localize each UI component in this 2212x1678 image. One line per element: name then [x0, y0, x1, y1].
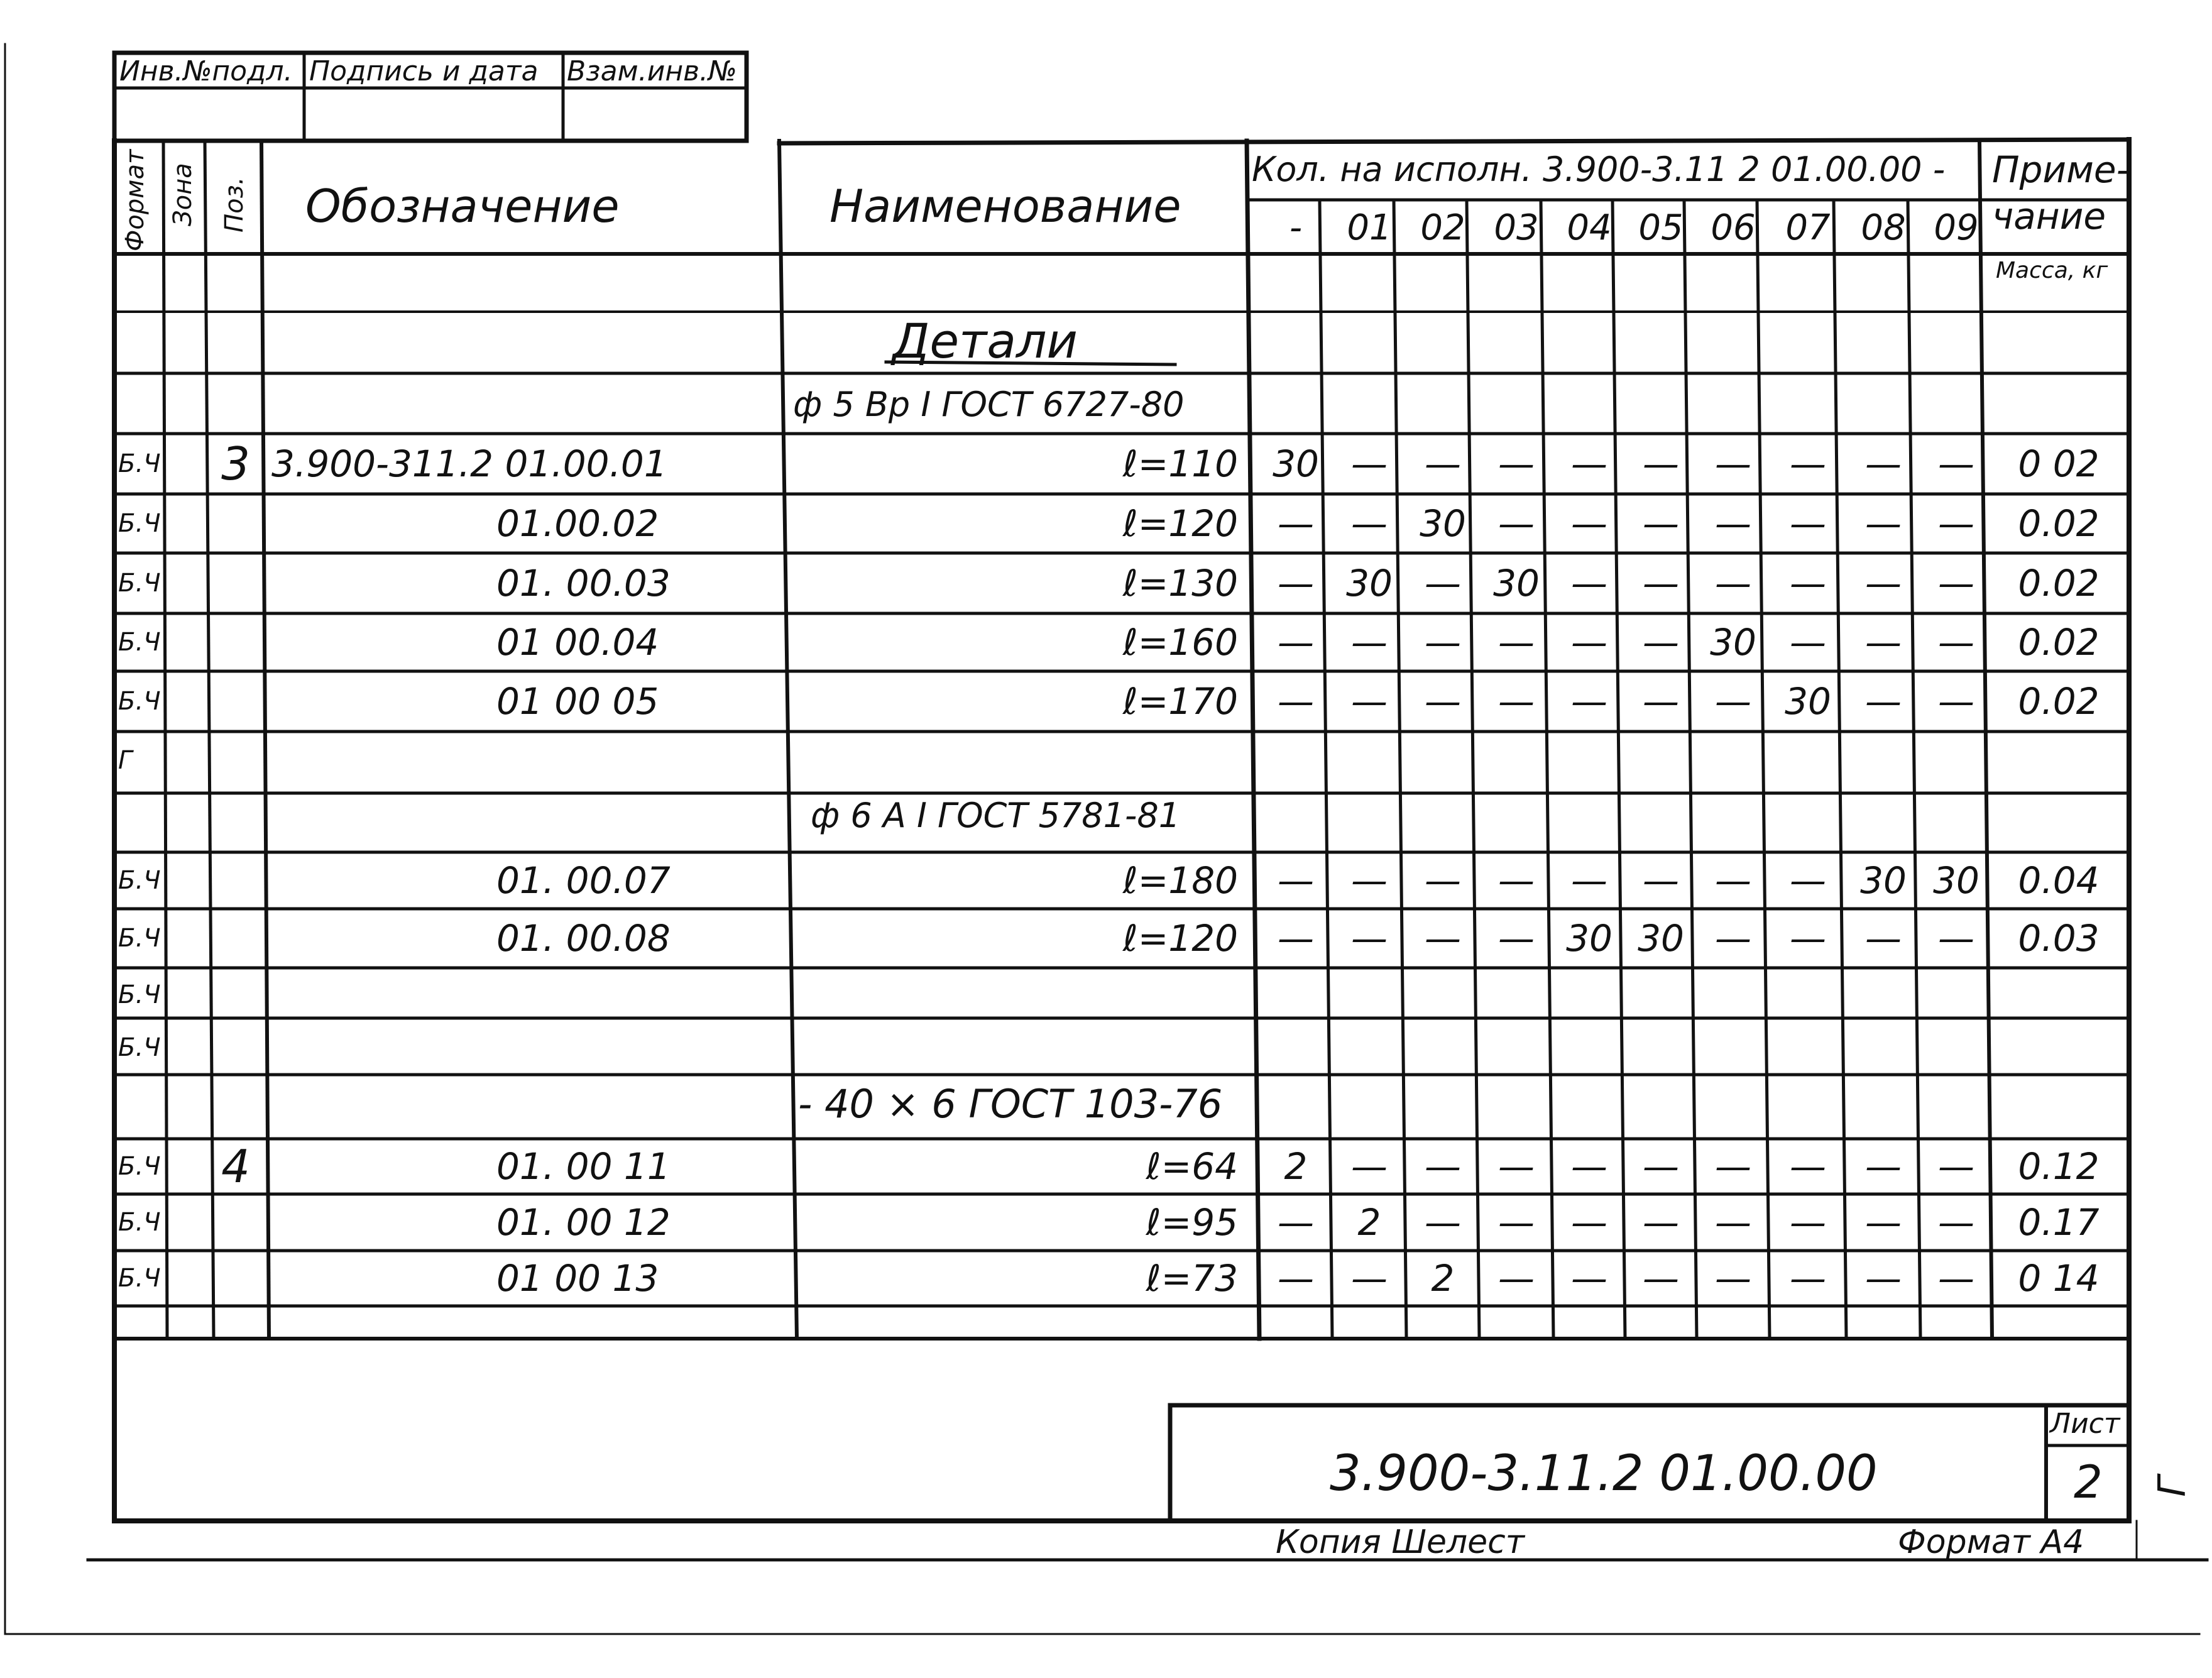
mass-cell: 0 14	[2018, 1257, 2100, 1300]
name-cell: ℓ=170	[1122, 680, 1238, 723]
mass-cell: 0.17	[2018, 1201, 2100, 1244]
qty-cell: —	[1278, 1257, 1314, 1300]
qty-cell: —	[1643, 1201, 1679, 1244]
qty-cell: 30	[1346, 562, 1393, 605]
qty-cell: —	[1571, 680, 1607, 723]
mass-cell: 0.02	[2018, 502, 2100, 545]
massa-header: Масса, кг	[1996, 258, 2108, 283]
exec-column-label: 02	[1420, 207, 1465, 248]
copy-note: Копия Шелест	[1276, 1523, 1525, 1561]
margin-mark: Г	[2150, 1476, 2194, 1497]
inv-podl-label: Инв.№подл.	[119, 55, 293, 87]
qty-cell: —	[1571, 562, 1607, 605]
qty-cell: 30	[1420, 502, 1466, 545]
format-cell: Б.Ч	[118, 1208, 161, 1237]
qty-cell: —	[1938, 1145, 1974, 1188]
qty-cell: 30	[1566, 917, 1612, 960]
qty-cell: —	[1571, 1257, 1607, 1300]
mass-cell: 0.03	[2018, 917, 2100, 960]
qty-cell: —	[1425, 680, 1461, 723]
qty-cell: —	[1278, 859, 1314, 902]
material-3: - 40 × 6 ГОСТ 103-76	[798, 1081, 1223, 1127]
qty-cell: —	[1865, 562, 1902, 605]
qty-cell: —	[1425, 621, 1461, 664]
sheet-number: 2	[2074, 1456, 2103, 1508]
name-cell: ℓ=120	[1122, 917, 1238, 960]
podpis-data-label: Подпись и дата	[309, 55, 539, 87]
designation-cell: 01. 00.08	[496, 917, 671, 960]
qty-cell: —	[1938, 1201, 1974, 1244]
qty-cell: —	[1790, 1201, 1826, 1244]
name-cell: ℓ=120	[1122, 502, 1238, 545]
mass-cell: 0.02	[2018, 621, 2100, 664]
qty-cell: —	[1938, 442, 1974, 485]
poz-cell: 4	[221, 1140, 250, 1193]
qty-cell: —	[1715, 502, 1751, 545]
zona-header: Зона	[168, 163, 197, 226]
name-cell: ℓ=73	[1146, 1257, 1238, 1300]
qty-cell: —	[1571, 502, 1607, 545]
oboznachenie-header: Обозначение	[305, 180, 620, 233]
format-cell: Б.Ч	[118, 449, 161, 478]
qty-cell: —	[1498, 1145, 1535, 1188]
qty-cell: —	[1498, 442, 1535, 485]
qty-cell: —	[1498, 1201, 1535, 1244]
qty-cell: —	[1643, 1257, 1679, 1300]
exec-column-label: 04	[1567, 207, 1612, 248]
qty-cell: —	[1865, 680, 1902, 723]
qty-cell: 2	[1431, 1257, 1455, 1300]
qty-cell: —	[1278, 562, 1314, 605]
designation-cell: 01. 00.03	[496, 562, 671, 605]
qty-cell: —	[1278, 680, 1314, 723]
material-1: ф 5 Вр I ГОСТ 6727-80	[793, 385, 1185, 424]
qty-cell: 30	[1785, 680, 1831, 723]
qty-cell: —	[1790, 859, 1826, 902]
qty-cell: —	[1425, 442, 1461, 485]
qty-cell: —	[1571, 859, 1607, 902]
poz-cell: 3	[221, 437, 250, 490]
qty-cell: —	[1715, 917, 1751, 960]
qty-cell: —	[1351, 680, 1388, 723]
qty-cell: —	[1715, 680, 1751, 723]
qty-cell: —	[1790, 442, 1826, 485]
format-cell: Б.Ч	[118, 1264, 161, 1293]
qty-cell: —	[1643, 859, 1679, 902]
exec-column-label: 03	[1494, 207, 1539, 248]
mass-cell: 0.02	[2018, 562, 2100, 605]
qty-cell: —	[1571, 1145, 1607, 1188]
material-2: ф 6 А I ГОСТ 5781-81	[811, 796, 1181, 835]
qty-cell: —	[1571, 442, 1607, 485]
qty-cell: 2	[1357, 1201, 1381, 1244]
prim-header-bottom: чание	[1992, 195, 2106, 238]
exec-column-label: 05	[1638, 207, 1684, 248]
qty-cell: 30	[1710, 621, 1756, 664]
qty-cell: —	[1790, 917, 1826, 960]
qty-cell: 2	[1284, 1145, 1308, 1188]
document-number: 3.900-3.11.2 01.00.00	[1330, 1445, 1878, 1502]
designation-cell: 3.900-311.2 01.00.01	[271, 442, 667, 485]
designation-cell: 01 00.04	[496, 621, 659, 664]
qty-cell: —	[1938, 502, 1974, 545]
qty-cell: —	[1790, 562, 1826, 605]
qty-cell: —	[1351, 621, 1388, 664]
name-cell: ℓ=64	[1146, 1145, 1238, 1188]
qty-cell: —	[1571, 621, 1607, 664]
empty-row-format: Б.Ч	[118, 980, 161, 1009]
qty-cell: —	[1278, 621, 1314, 664]
mass-cell: 0.04	[2018, 859, 2100, 902]
format-header: Формат	[121, 149, 150, 251]
qty-cell: —	[1643, 562, 1679, 605]
qty-cell: —	[1938, 1257, 1974, 1300]
qty-cell: 30	[1273, 442, 1319, 485]
designation-cell: 01. 00.07	[496, 859, 671, 902]
qty-cell: —	[1938, 562, 1974, 605]
qty-cell: —	[1498, 917, 1535, 960]
mass-cell: 0.02	[2018, 680, 2100, 723]
qty-cell: —	[1865, 1257, 1902, 1300]
mass-cell: 0 02	[2018, 442, 2100, 485]
qty-cell: —	[1278, 1201, 1314, 1244]
qty-cell: —	[1278, 917, 1314, 960]
format-cell: Б.Ч	[118, 924, 161, 953]
qty-cell: —	[1425, 1201, 1461, 1244]
qty-cell: —	[1425, 917, 1461, 960]
qty-cell: —	[1351, 1257, 1388, 1300]
exec-column-label: 06	[1711, 207, 1756, 248]
qty-cell: —	[1865, 621, 1902, 664]
qty-cell: —	[1498, 502, 1535, 545]
qty-cell: —	[1865, 502, 1902, 545]
format-cell: Б.Ч	[118, 628, 161, 657]
vzam-inv-label: Взам.инв.№	[567, 55, 737, 87]
qty-cell: —	[1643, 502, 1679, 545]
section-detali: Детали	[892, 313, 1078, 369]
qty-cell: —	[1938, 680, 1974, 723]
format-cell: Б.Ч	[118, 866, 161, 895]
qty-cell: —	[1498, 859, 1535, 902]
kol-header: Кол. на исполн. 3.900-3.11 2 01.00.00 -	[1252, 150, 1946, 189]
qty-cell: 30	[1493, 562, 1540, 605]
qty-cell: —	[1865, 442, 1902, 485]
qty-cell: —	[1498, 1257, 1535, 1300]
qty-cell: —	[1351, 917, 1388, 960]
qty-cell: —	[1351, 1145, 1388, 1188]
name-cell: ℓ=180	[1122, 859, 1238, 902]
qty-cell: 30	[1638, 917, 1684, 960]
exec-column-label: 08	[1861, 207, 1906, 248]
qty-cell: —	[1643, 1145, 1679, 1188]
designation-cell: 01 00 05	[496, 680, 659, 723]
qty-cell: —	[1643, 621, 1679, 664]
qty-cell: —	[1351, 442, 1388, 485]
designation-cell: 01. 00 11	[496, 1145, 671, 1188]
naimenovanie-header: Наименование	[830, 180, 1181, 233]
qty-cell: —	[1498, 680, 1535, 723]
format-cell: Б.Ч	[118, 569, 161, 598]
qty-cell: —	[1790, 1145, 1826, 1188]
qty-cell: —	[1643, 442, 1679, 485]
qty-cell: —	[1865, 1145, 1902, 1188]
format-cell: Б.Ч	[118, 687, 161, 716]
name-cell: ℓ=160	[1122, 621, 1238, 664]
name-cell: ℓ=130	[1122, 562, 1238, 605]
qty-cell: —	[1643, 680, 1679, 723]
qty-cell: —	[1425, 859, 1461, 902]
format-cell: Б.Ч	[118, 1152, 161, 1181]
exec-column-label: 01	[1347, 207, 1392, 248]
empty-row-format: Б.Ч	[118, 1033, 161, 1062]
designation-cell: 01.00.02	[496, 502, 659, 545]
qty-cell: —	[1715, 859, 1751, 902]
designation-cell: 01. 00 12	[496, 1201, 671, 1244]
qty-cell: —	[1351, 502, 1388, 545]
format-note: Формат А4	[1898, 1523, 2084, 1561]
qty-cell: —	[1790, 1257, 1826, 1300]
qty-cell: —	[1425, 1145, 1461, 1188]
qty-cell: —	[1498, 621, 1535, 664]
mass-cell: 0.12	[2018, 1145, 2100, 1188]
sheet-label: Лист	[2050, 1408, 2120, 1440]
qty-cell: —	[1938, 621, 1974, 664]
qty-cell: —	[1715, 442, 1751, 485]
empty-row-format: Г	[118, 746, 133, 775]
exec-column-label: -	[1289, 207, 1303, 248]
qty-cell: —	[1790, 502, 1826, 545]
qty-cell: 30	[1933, 859, 1979, 902]
qty-cell: —	[1571, 1201, 1607, 1244]
prim-header-top: Приме-	[1992, 148, 2130, 191]
exec-column-label: 09	[1934, 207, 1979, 248]
qty-cell: —	[1715, 1257, 1751, 1300]
name-cell: ℓ=95	[1146, 1201, 1238, 1244]
qty-cell: 30	[1860, 859, 1907, 902]
format-cell: Б.Ч	[118, 509, 161, 538]
qty-cell: —	[1865, 1201, 1902, 1244]
qty-cell: —	[1865, 917, 1902, 960]
qty-cell: —	[1425, 562, 1461, 605]
qty-cell: —	[1715, 1201, 1751, 1244]
qty-cell: —	[1938, 917, 1974, 960]
designation-cell: 01 00 13	[496, 1257, 659, 1300]
qty-cell: —	[1351, 859, 1388, 902]
name-cell: ℓ=110	[1122, 442, 1238, 485]
qty-cell: —	[1715, 562, 1751, 605]
exec-column-label: 07	[1785, 207, 1831, 248]
qty-cell: —	[1715, 1145, 1751, 1188]
poz-header: Поз.	[220, 177, 249, 233]
qty-cell: —	[1790, 621, 1826, 664]
qty-cell: —	[1278, 502, 1314, 545]
